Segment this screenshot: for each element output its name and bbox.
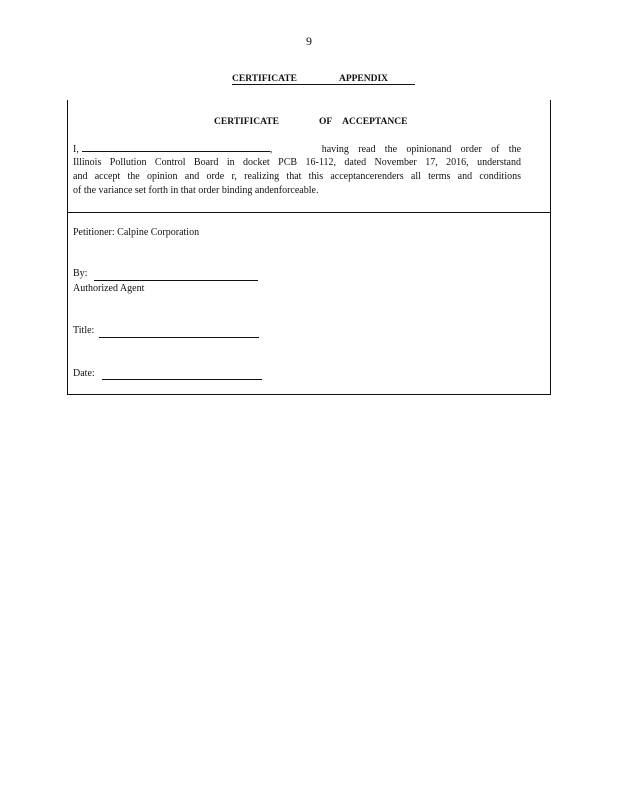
acceptance-text-1: having read the opinionand order of the — [321, 144, 522, 155]
by-label: By: — [73, 268, 88, 279]
acceptance-line-1 — [73, 142, 521, 157]
appendix-title-word-1: CERTIFICATE — [232, 74, 297, 84]
title-label: Title: — [73, 325, 95, 336]
certificate-box — [67, 100, 551, 395]
page-number: 9 — [306, 34, 312, 48]
acceptance-prefix: I, — [73, 144, 79, 155]
appendix-title — [232, 74, 415, 85]
acceptance-line-2: Illinois Pollution Control Board in docket PCB 16-112, dated November 17, 2016, understand — [73, 157, 521, 168]
title-signature-line[interactable] — [99, 337, 259, 338]
acceptance-comma: , — [269, 144, 273, 155]
acceptance-line-3: and accept the opinion and orde r, realizing that this acceptancerenders all terms and conditions — [73, 171, 521, 182]
section-divider — [68, 212, 550, 213]
certificate-heading — [214, 117, 407, 127]
certificate-heading-word-2: OF — [318, 117, 333, 127]
petitioner-label: Petitioner: Calpine Corporation — [73, 227, 200, 238]
certificate-heading-word-3: ACCEPTANCE — [342, 117, 408, 127]
date-label: Date: — [73, 368, 95, 379]
certificate-heading-word-1: CERTIFICATE — [214, 117, 279, 127]
authorized-agent-label: Authorized Agent — [73, 283, 145, 294]
name-blank-line[interactable] — [82, 142, 270, 152]
by-signature-line[interactable] — [94, 280, 258, 281]
appendix-title-word-2: APPENDIX — [338, 74, 389, 84]
acceptance-line-4: of the variance set forth in that order binding andenforceable. — [73, 185, 319, 196]
date-signature-line[interactable] — [102, 379, 262, 380]
